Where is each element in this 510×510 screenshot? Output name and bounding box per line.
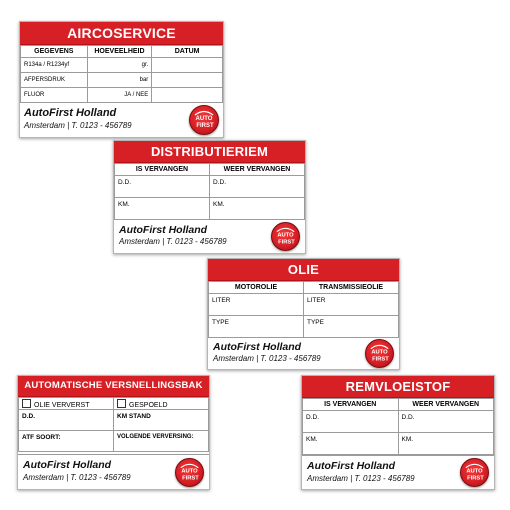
svg-text:AUTO: AUTO [466,468,483,475]
row-label: R134a / R1234yf [21,58,88,73]
checkbox-icon[interactable] [22,399,31,408]
cell-label: D.D. [398,411,494,433]
row-date [152,58,223,73]
sticker-versnellingsbak [17,375,210,490]
svg-text:FIRST: FIRST [372,356,389,363]
brand-address: Amsterdam | T. 0123 - 456789 [307,474,415,483]
col-header: DATUM [152,46,223,58]
col-header: HOEVEELHEID [87,46,152,58]
sticker-footer [20,102,223,137]
distributieriem-table [114,163,305,220]
sticker-title: DISTRIBUTIERIEM [114,141,305,163]
autofirst-logo [460,458,489,487]
svg-text:FIRST: FIRST [278,239,295,246]
sticker-footer [18,454,209,489]
row-label: AFPERSDRUK [21,73,88,88]
sticker-title: OLIE [208,259,399,281]
row-date [152,73,223,88]
row-unit: JA / NEE [87,88,152,103]
col-header: TRANSMISSIEOLIE [304,282,399,294]
sticker-remvloeistof [301,375,495,490]
autofirst-logo [271,222,300,251]
svg-text:FIRST: FIRST [196,123,214,129]
cell-label: VOLGENDE VERVERSING: [114,431,209,452]
brand-name: AutoFirst Holland [24,107,117,119]
check-label: OLIE VERVERST [34,401,90,409]
sticker-footer [114,219,305,253]
col-header: IS VERVANGEN [303,399,399,411]
svg-text:AUTO: AUTO [195,116,213,122]
row-unit: bar [87,73,152,88]
row-date [152,88,223,103]
cell-label: ATF SOORT: [19,431,114,452]
brand-name: AutoFirst Holland [23,459,112,471]
brand-name: AutoFirst Holland [307,460,396,472]
brand-address: Amsterdam | T. 0123 - 456789 [23,473,131,482]
col-header: GEGEVENS [21,46,88,58]
col-header: WEER VERVANGEN [210,164,305,176]
col-header: IS VERVANGEN [115,164,210,176]
sticker-footer [302,455,494,489]
cell-label: KM. [303,433,399,455]
cell-label: LITER [209,294,304,316]
logo-mark-icon [190,106,218,134]
autofirst-logo [175,458,204,487]
cell-label: TYPE [209,316,304,338]
cell-label: KM. [210,198,305,220]
cell-label: KM. [398,433,494,455]
cell-label: TYPE [304,316,399,338]
brand-name: AutoFirst Holland [213,341,302,353]
sticker-title: AUTOMATISCHE VERSNELLINGSBAK [18,376,209,397]
sticker-title: REMVLOEISTOF [302,376,494,398]
cell-label: KM STAND [114,410,209,431]
sticker-distributieriem [113,140,306,254]
cell-label: LITER [304,294,399,316]
brand-address: Amsterdam | T. 0123 - 456789 [24,121,132,130]
checkbox-icon[interactable] [117,399,126,408]
autofirst-logo [365,339,394,368]
airco-table [20,45,223,103]
autofirst-logo [189,105,219,135]
logo-mark-icon [176,459,203,486]
check-gespoeld[interactable] [114,398,209,410]
cell-label: D.D. [115,176,210,198]
check-label: GESPOELD [129,401,168,409]
sticker-olie [207,258,400,370]
row-unit: gr. [87,58,152,73]
svg-text:AUTO: AUTO [371,349,388,356]
cell-label: D.D. [303,411,399,433]
versnellingsbak-table [18,397,209,452]
olie-table [208,281,399,338]
brand-address: Amsterdam | T. 0123 - 456789 [213,354,321,363]
cell-label: D.D. [210,176,305,198]
logo-mark-icon [461,459,488,486]
svg-text:AUTO: AUTO [277,232,294,239]
cell-label: KM. [115,198,210,220]
remvloeistof-table [302,398,494,455]
logo-mark-icon [272,223,299,250]
brand-address: Amsterdam | T. 0123 - 456789 [119,237,227,246]
sticker-title: AIRCOSERVICE [20,22,223,45]
col-header: MOTOROLIE [209,282,304,294]
col-header: WEER VERVANGEN [398,399,494,411]
row-label: FLUOR [21,88,88,103]
logo-mark-icon [366,340,393,367]
sticker-aircoservice [19,21,224,138]
sticker-footer [208,337,399,369]
cell-label: D.D. [19,410,114,431]
check-olie-ververst[interactable] [19,398,114,410]
svg-text:AUTO: AUTO [181,468,198,475]
svg-text:FIRST: FIRST [182,475,199,482]
svg-text:FIRST: FIRST [467,475,484,482]
brand-name: AutoFirst Holland [119,224,208,236]
